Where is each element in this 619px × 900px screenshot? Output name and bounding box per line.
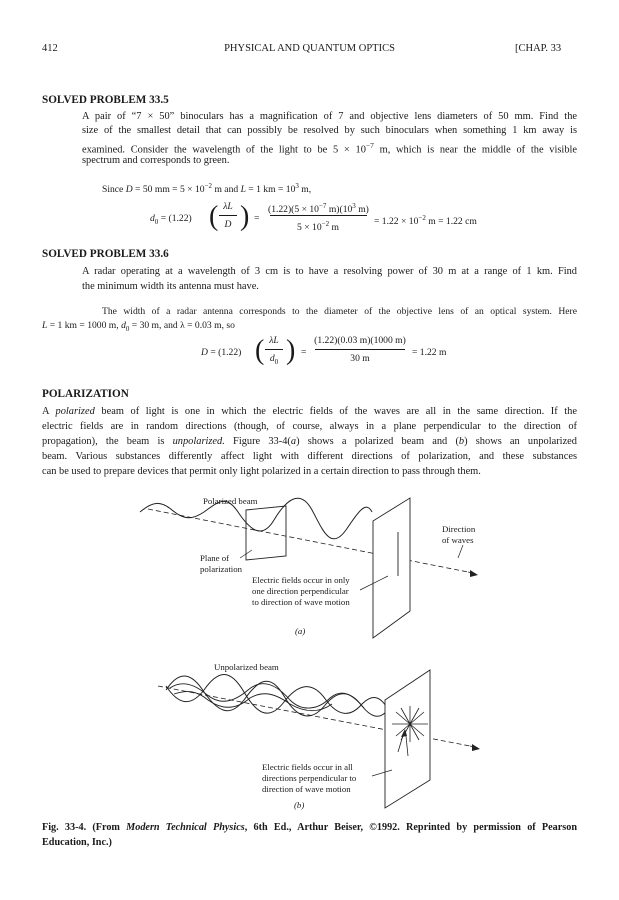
figure-b-label: (b) (294, 800, 305, 810)
chapter-label: [CHAP. 33 (515, 43, 562, 54)
figure-b-direction-arrowhead (472, 744, 480, 751)
eq2-result: = 1.22 m (412, 347, 447, 358)
figure-a-polarized-beam-label: Polarized beam (203, 496, 258, 506)
figure-b-efield-label-1: Electric fields occur in all (262, 762, 353, 772)
figure-b-efield-label-2: directions perpendicular to (262, 773, 357, 783)
polarization-line-2: electric fields are in random directions (though, of course, always in a plane perpendicular to the direction of (42, 421, 577, 432)
figure-caption-line-2: Education, Inc.) (42, 837, 112, 848)
running-title: PHYSICAL AND QUANTUM OPTICS (224, 43, 395, 54)
eq2-frac2-num: (1.22)(0.03 m)(1000 m) (314, 335, 406, 346)
figure-a-direction-label-2: of waves (442, 535, 474, 545)
polarization-line-5: can be used to prepare devices that permit only light polarized in a certain direction to pass through them. (42, 466, 481, 477)
polarization-line-3: propagation), the beam is unpolarized. Figure 33-4(a) shows a polarized beam and (b) shows an unpolarized (42, 436, 577, 447)
figure-a-efield-label-3: to direction of wave motion (252, 597, 350, 607)
figure-a-plane-label-2: polarization (200, 564, 243, 574)
problem-33-5-line-2: size of the smallest detail that can possibly be resolved by such binoculars when something 1 km away is (82, 125, 577, 136)
eq1-right-paren: ) (240, 201, 250, 232)
eq1-frac1-den: D (224, 219, 232, 230)
eq2-frac1-num: λL (269, 335, 279, 346)
figure-a-diagram (140, 496, 478, 638)
figure-a-label: (a) (295, 626, 306, 636)
polarization-heading: POLARIZATION (42, 388, 129, 400)
eq2-lhs: D = (1.22) (201, 347, 242, 358)
figure-a-direction-label-1: Direction (442, 524, 476, 534)
problem-33-5-line-3: examined. Consider the wavelength of the light to be $5 \times 10^{-7}$ m, which is near the middle of the visible (82, 141, 577, 156)
eq1-equals: = (254, 213, 260, 224)
figure-b-unpolarized-beam-label: Unpolarized beam (214, 662, 279, 672)
problem-33-5-line-1: A pair of “7 × 50” binoculars has a magnification of 7 and objective lens diameters of 50 mm. Find the (82, 111, 577, 122)
eq2-frac2-den: 30 m (350, 353, 370, 364)
eq1-frac2-den: $5 \times 10^{-2}$ m (297, 220, 339, 234)
figure-a-efield-label-1: Electric fields occur in only (252, 575, 350, 585)
eq1-result: = $1.22 \times 10^{-2}$ m = 1.22 cm (374, 214, 477, 228)
figure-a-direction-leader (458, 545, 463, 558)
eq2-frac1-den: $d_0$ (269, 353, 279, 366)
problem-33-6-solution-1: The width of a radar antenna corresponds to the diameter of the objective lens of an optical system. Here (102, 306, 577, 317)
polarization-line-4: beam. Various substances differently affect light with different directions of polarization, and these substances (42, 451, 577, 462)
problem-33-5-heading: SOLVED PROBLEM 33.5 (42, 94, 169, 106)
page-number: 412 (42, 43, 58, 54)
eq2-right-paren: ) (286, 335, 296, 366)
problem-33-5-solution: Since D = 50 mm = $5 \times 10^{-2}$ m and L = 1 km = $10^3$ m, (102, 182, 312, 196)
figure-a-polarizer-sheet (373, 498, 410, 638)
problem-33-6-line-1: A radar operating at a wavelength of 3 cm is to have a resolving power of 30 m at a range of 1 km. Find (82, 266, 577, 277)
figure-a-efield-label-2: one direction perpendicular (252, 586, 349, 596)
figure-b-sheet (385, 670, 430, 808)
figure-b-efield-label-3: direction of wave motion (262, 784, 351, 794)
eq2-equals: = (301, 347, 307, 358)
figure-a-direction-arrowhead (470, 570, 478, 577)
eq1-lhs: $d_0 = (1.22)$ (150, 213, 192, 226)
problem-33-5-line-4: spectrum and corresponds to green. (82, 155, 230, 166)
problem-33-6-line-2: the minimum width its antenna must have. (82, 281, 259, 292)
figure-a-beam-axis (148, 509, 468, 572)
polarization-line-1: A polarized beam of light is one in which the electric fields of the waves are all in the same direction. If the (42, 406, 577, 417)
problem-33-6-heading: SOLVED PROBLEM 33.6 (42, 248, 169, 260)
figure-a-plane-of-polarization (246, 506, 286, 560)
figure-b-diagram (158, 662, 480, 810)
eq1-left-paren: ( (209, 201, 219, 232)
problem-33-6-solution-2: L = 1 km = 1000 m, $d_0 = 30$ m, and λ = 0.03 m, so (42, 320, 235, 333)
eq1-frac1-num: λL (223, 201, 233, 212)
figure-caption-line-1: Fig. 33-4. (From Modern Technical Physics, 6th Ed., Arthur Beiser, ©1992. Reprinted by permission of Pearson (42, 822, 577, 833)
eq2-left-paren: ( (255, 335, 265, 366)
figure-a-plane-label-1: Plane of (200, 553, 230, 563)
eq1-frac2-num: $(1.22)(5 \times 10^{-7}$ $m)(10^3$ m) (268, 202, 369, 216)
